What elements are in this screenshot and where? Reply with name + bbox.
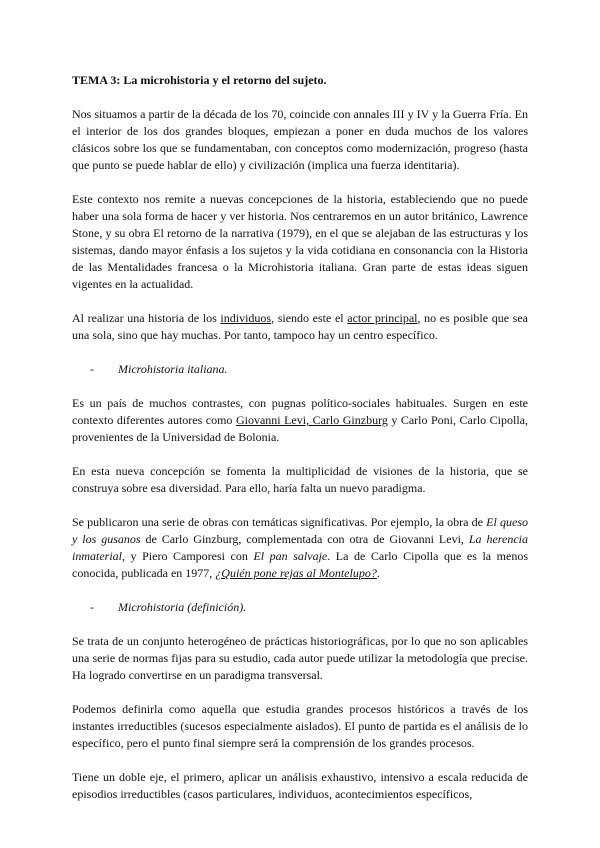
text-run: . <box>376 566 380 580</box>
text-run: . La de Carlo Cipolla que es la menos conocida, publicada en 1977, <box>72 549 528 580</box>
italic-title: La herencia inmaterial, <box>72 532 528 563</box>
text-run: y Carlo Poni, Carlo Cipolla, provenientes de la Universidad de Bolonia. <box>72 413 528 444</box>
italic-title: El pan salvaje <box>253 549 328 563</box>
text-run: , siendo este el <box>271 311 348 325</box>
underlined-text: Giovanni Levi, Carlo Ginzburg <box>235 413 388 427</box>
paragraph-works <box>72 514 528 582</box>
italic-title: El queso y los gusanos <box>72 515 528 546</box>
text-run: de Carlo Ginzburg, complementada con otra de Giovanni Levi, <box>140 532 469 546</box>
paragraph-definition: Podemos definirla como aquella que estudia grandes procesos históricos a través de los instantes irreductibles (sucesos especialmente aislados). El punto de partida es el análisis de lo específico, pero el punto final siempre será la comprensión de los grandes procesos. <box>72 702 528 750</box>
text-run: , no es posible que sea una sola, sino que hay muchas. Por tanto, tampoco hay un centro específico. <box>72 311 528 342</box>
underlined-text: individuos <box>220 311 272 325</box>
text-run: Se publicaron una serie de obras con temáticas significativas. Por ejemplo, la obra de <box>72 515 487 529</box>
paragraph-heterogeneous: Se trata de un conjunto heterogéneo de prácticas historiográficas, por lo que no son aplicables una serie de normas fijas para su estudio, cada autor puede utilizar la metodología que precise. Ha logrado convertirse en un paradigma transversal. <box>72 634 528 682</box>
paragraph-context: Nos situamos a partir de la década de los 70, coincide con annales III y IV y la Guerra Fría. En el interior de los dos grandes bloques, empiezan a poner en duda muchos de los valores clásicos sobre los que se fundamentaban, con conceptos como modernización, progreso (hasta que punto se puede hablar de ello) y civilización (implica una fuerza identitaria). <box>72 107 528 172</box>
section-bullet-italian <box>72 361 528 378</box>
paragraph-individuals <box>72 310 528 344</box>
section-heading: Microhistoria italiana. <box>118 362 228 376</box>
underlined-text: actor principal <box>347 311 418 325</box>
section-bullet-definition <box>72 599 528 616</box>
bullet-dash: - <box>90 362 94 376</box>
paragraph-double-axis: Tiene un doble eje, el primero, aplicar un análisis exhaustivo, intensivo a escala reducida de episodios irreductibles (casos particulares, individuos, acontecimientos específicos, <box>72 770 528 801</box>
paragraph-paradigm: En esta nueva concepción se fomenta la multiplicidad de visiones de la historia, que se construya sobre esa diversidad. Para ello, haría falta un nuevo paradigma. <box>72 464 528 495</box>
section-heading: Microhistoria (definición). <box>118 600 247 614</box>
bullet-dash: - <box>90 600 94 614</box>
italic-title: ¿Quién pone rejas al Montelupo? <box>215 566 377 580</box>
paragraph-new-conceptions: Este contexto nos remite a nuevas concepciones de la historia, estableciendo que no puede haber una sola forma de hacer y ver historia. Nos centraremos en un autor británico, Lawrence Stone, y su obra El retorno de la narrativa (1979), en el que se alejaban de las estructuras y los sistemas, dando mayor énfasis a los sujetos y la vida cotidiana en consonancia con la Historia de las Mentalidades francesa o la Microhistoria italiana. Gran parte de estas ideas siguen vigentes en la actualidad. <box>72 192 528 291</box>
text-run: y Piero Camporesi con <box>125 549 254 563</box>
document-title: TEMA 3: La microhistoria y el retorno del sujeto. <box>72 73 327 87</box>
text-run: Es un país de muchos contrastes, con pugnas político-sociales habituales. Surgen en este contexto diferentes autores como <box>72 396 528 427</box>
paragraph-country-authors <box>72 395 528 446</box>
text-run: Al realizar una historia de los <box>72 311 221 325</box>
